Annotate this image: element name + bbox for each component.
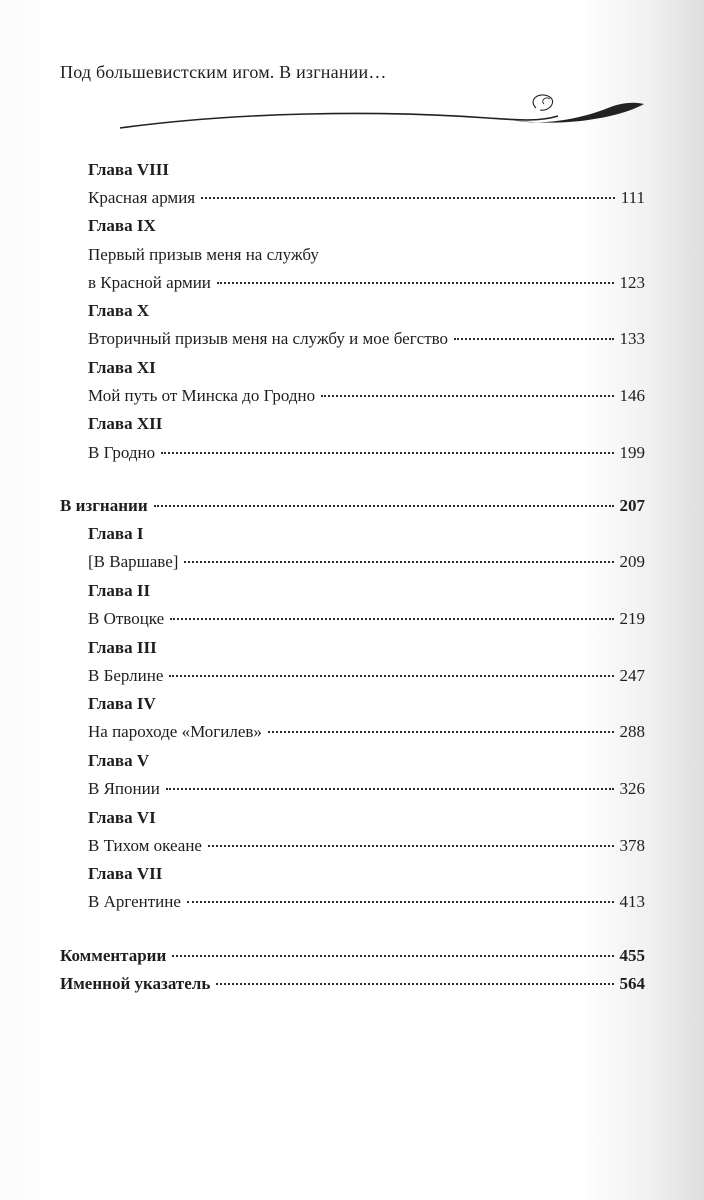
toc-page-number: 209 [619, 552, 645, 571]
toc-part-entry [60, 946, 645, 966]
toc-page-number: 146 [619, 386, 645, 405]
toc-part-title: Именной указатель [60, 974, 211, 993]
toc-entry-title: В Тихом океане [88, 836, 202, 855]
toc-page-number: 288 [619, 722, 645, 741]
toc-chapter-label: Глава VIII [88, 160, 169, 179]
toc-chapter-label: Глава VI [88, 808, 156, 827]
toc-page-number: 133 [619, 329, 645, 348]
leader-dots [454, 338, 613, 340]
toc-entry-title: В Берлине [88, 666, 164, 685]
toc-part-title: Комментарии [60, 946, 167, 965]
toc-page-number: 247 [619, 666, 645, 685]
toc-entry-title: В Японии [88, 779, 160, 798]
leader-dots [201, 197, 615, 199]
leader-dots [187, 901, 614, 903]
toc-page-number: 378 [619, 836, 645, 855]
quill-ornament-icon [118, 90, 646, 134]
toc-entry [88, 722, 645, 742]
toc-page-number: 199 [619, 443, 645, 462]
toc-chapter-label: Глава XII [88, 414, 163, 433]
leader-dots [154, 505, 614, 507]
toc-entry [88, 836, 645, 856]
toc-entry-title: в Красной армии [88, 273, 211, 292]
toc-entry-line [88, 245, 645, 265]
toc-entry [88, 609, 645, 629]
toc-entry [88, 273, 645, 293]
toc-chapter-label: Глава X [88, 301, 150, 320]
toc-entry-title: В Гродно [88, 443, 156, 462]
toc-entry-title: Красная армия [88, 188, 196, 207]
toc-part-entry [60, 974, 645, 994]
toc-chapter-label: Глава XI [88, 358, 156, 377]
toc-page-number: 219 [619, 609, 645, 628]
toc-entry-title: В Аргентине [88, 892, 181, 911]
toc-chapter-label: Глава VII [88, 864, 163, 883]
toc-part-entry [60, 496, 645, 516]
toc-page-number: 111 [620, 188, 645, 207]
toc-entry-title: [В Варшаве] [88, 552, 179, 571]
toc-page-number: 564 [619, 974, 645, 993]
leader-dots [170, 618, 613, 620]
toc-entry [88, 329, 645, 349]
toc-chapter-label: Глава V [88, 751, 150, 770]
toc-chapter-label: Глава IV [88, 694, 156, 713]
toc-chapter-label: Глава IX [88, 216, 156, 235]
toc-entry-title: Вторичный призыв меня на службу и мое бегство [88, 329, 449, 348]
toc-entry [88, 386, 645, 406]
toc-chapter-label: Глава III [88, 638, 157, 657]
toc-chapter-label: Глава I [88, 524, 144, 543]
toc-page-number: 326 [619, 779, 645, 798]
leader-dots [184, 561, 613, 563]
toc-entry-title: Мой путь от Минска до Гродно [88, 386, 316, 405]
toc-entry [88, 188, 645, 208]
leader-dots [172, 955, 613, 957]
leader-dots [208, 845, 614, 847]
leader-dots [216, 983, 613, 985]
running-head: Под большевистским игом. В изгнании… [60, 62, 387, 82]
leader-dots [166, 788, 614, 790]
leader-dots [161, 452, 613, 454]
leader-dots [217, 282, 614, 284]
leader-dots [268, 731, 614, 733]
toc-entry [88, 666, 645, 686]
toc-page-number: 123 [619, 273, 645, 292]
toc-part-title: В изгнании [60, 496, 148, 515]
toc-chapter-label: Глава II [88, 581, 151, 600]
toc-entry-title: На пароходе «Могилев» [88, 722, 262, 741]
leader-dots [321, 395, 613, 397]
toc-entry [88, 552, 645, 572]
toc-entry [88, 779, 645, 799]
toc-entry-title: Первый призыв меня на службу [88, 245, 319, 264]
toc-entry [88, 443, 645, 463]
toc-page-number: 455 [619, 946, 645, 965]
toc-page-number: 207 [619, 496, 645, 515]
leader-dots [169, 675, 613, 677]
toc-page-number: 413 [619, 892, 645, 911]
toc-entry-title: В Отвоцке [88, 609, 165, 628]
toc-entry [88, 892, 645, 912]
